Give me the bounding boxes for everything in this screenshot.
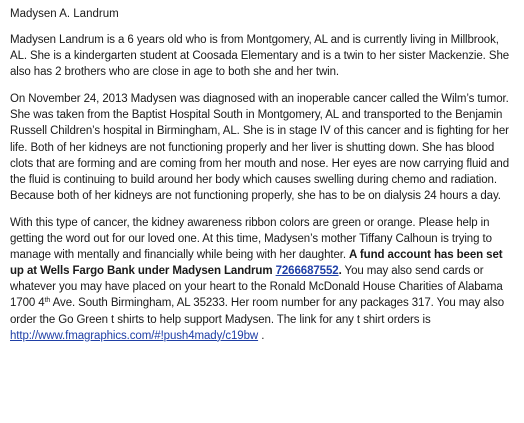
fund-account-text: A fund account has been set up at Wells Fargo Bank under Madysen Landrum xyxy=(10,249,503,278)
support-intro-text: With this type of cancer, the kidney awareness ribbon colors are green or orange. Please help in getting the word out for our loved one. At this time, Madysen’s mother Tiffany Calhoun is trying to manage with mentally and financially while being with her daughter. xyxy=(10,216,492,262)
account-number-link[interactable]: 7266687552 xyxy=(275,265,339,278)
shirt-order-link[interactable]: http://www.fmagraphics.com/#!push4mady/c19bw xyxy=(10,329,259,342)
address-text: Ave. South Birmingham, AL 35233. Her room number for any packages 317. You may also order the Go Green t shirts to help support Madysen. The link for any t shirt orders is xyxy=(10,297,505,326)
paragraph-diagnosis: On November 24, 2013 Madysen was diagnosed with an inoperable cancer called the Wilm’s tumor. She was taken from the Baptist Hospital South in Montgomery, AL and transported to the Benjamin Russell Children’s hospital in Birmingham, AL. She is in stage IV of this cancer and is fighting for her life. Both of her kidneys are not functioning properly and her liver is shutting down. She has blood clots that are forming and are coming from her mouth and nose. Her eyes are now carrying fluid and the fluid is continuing to build around her body which causes swelling during chemo and radiation. Because both of her kidneys are not functioning properly, she has to be on dialysis 24 hours a day. xyxy=(10,93,510,202)
paragraph-introduction: Madysen Landrum is a 6 years old who is from Montgomery, AL and is currently living in Millbrook, AL. She is a kindergarten student at Coosada Elementary and is a twin to her sister Mackenzie. She also has 2 brothers who are close in age to both she and her twin. xyxy=(10,34,510,79)
fund-period: . xyxy=(338,265,342,278)
closing-text: . xyxy=(258,329,265,342)
ordinal-suffix: th xyxy=(44,297,51,305)
paragraph-support xyxy=(10,215,514,344)
mail-text: You may also send cards or whatever you may have placed on your heart to the Ronald McDonald House Charities of Alabama 1700 4 xyxy=(10,265,503,310)
document-title: Madysen A. Landrum xyxy=(10,8,119,20)
